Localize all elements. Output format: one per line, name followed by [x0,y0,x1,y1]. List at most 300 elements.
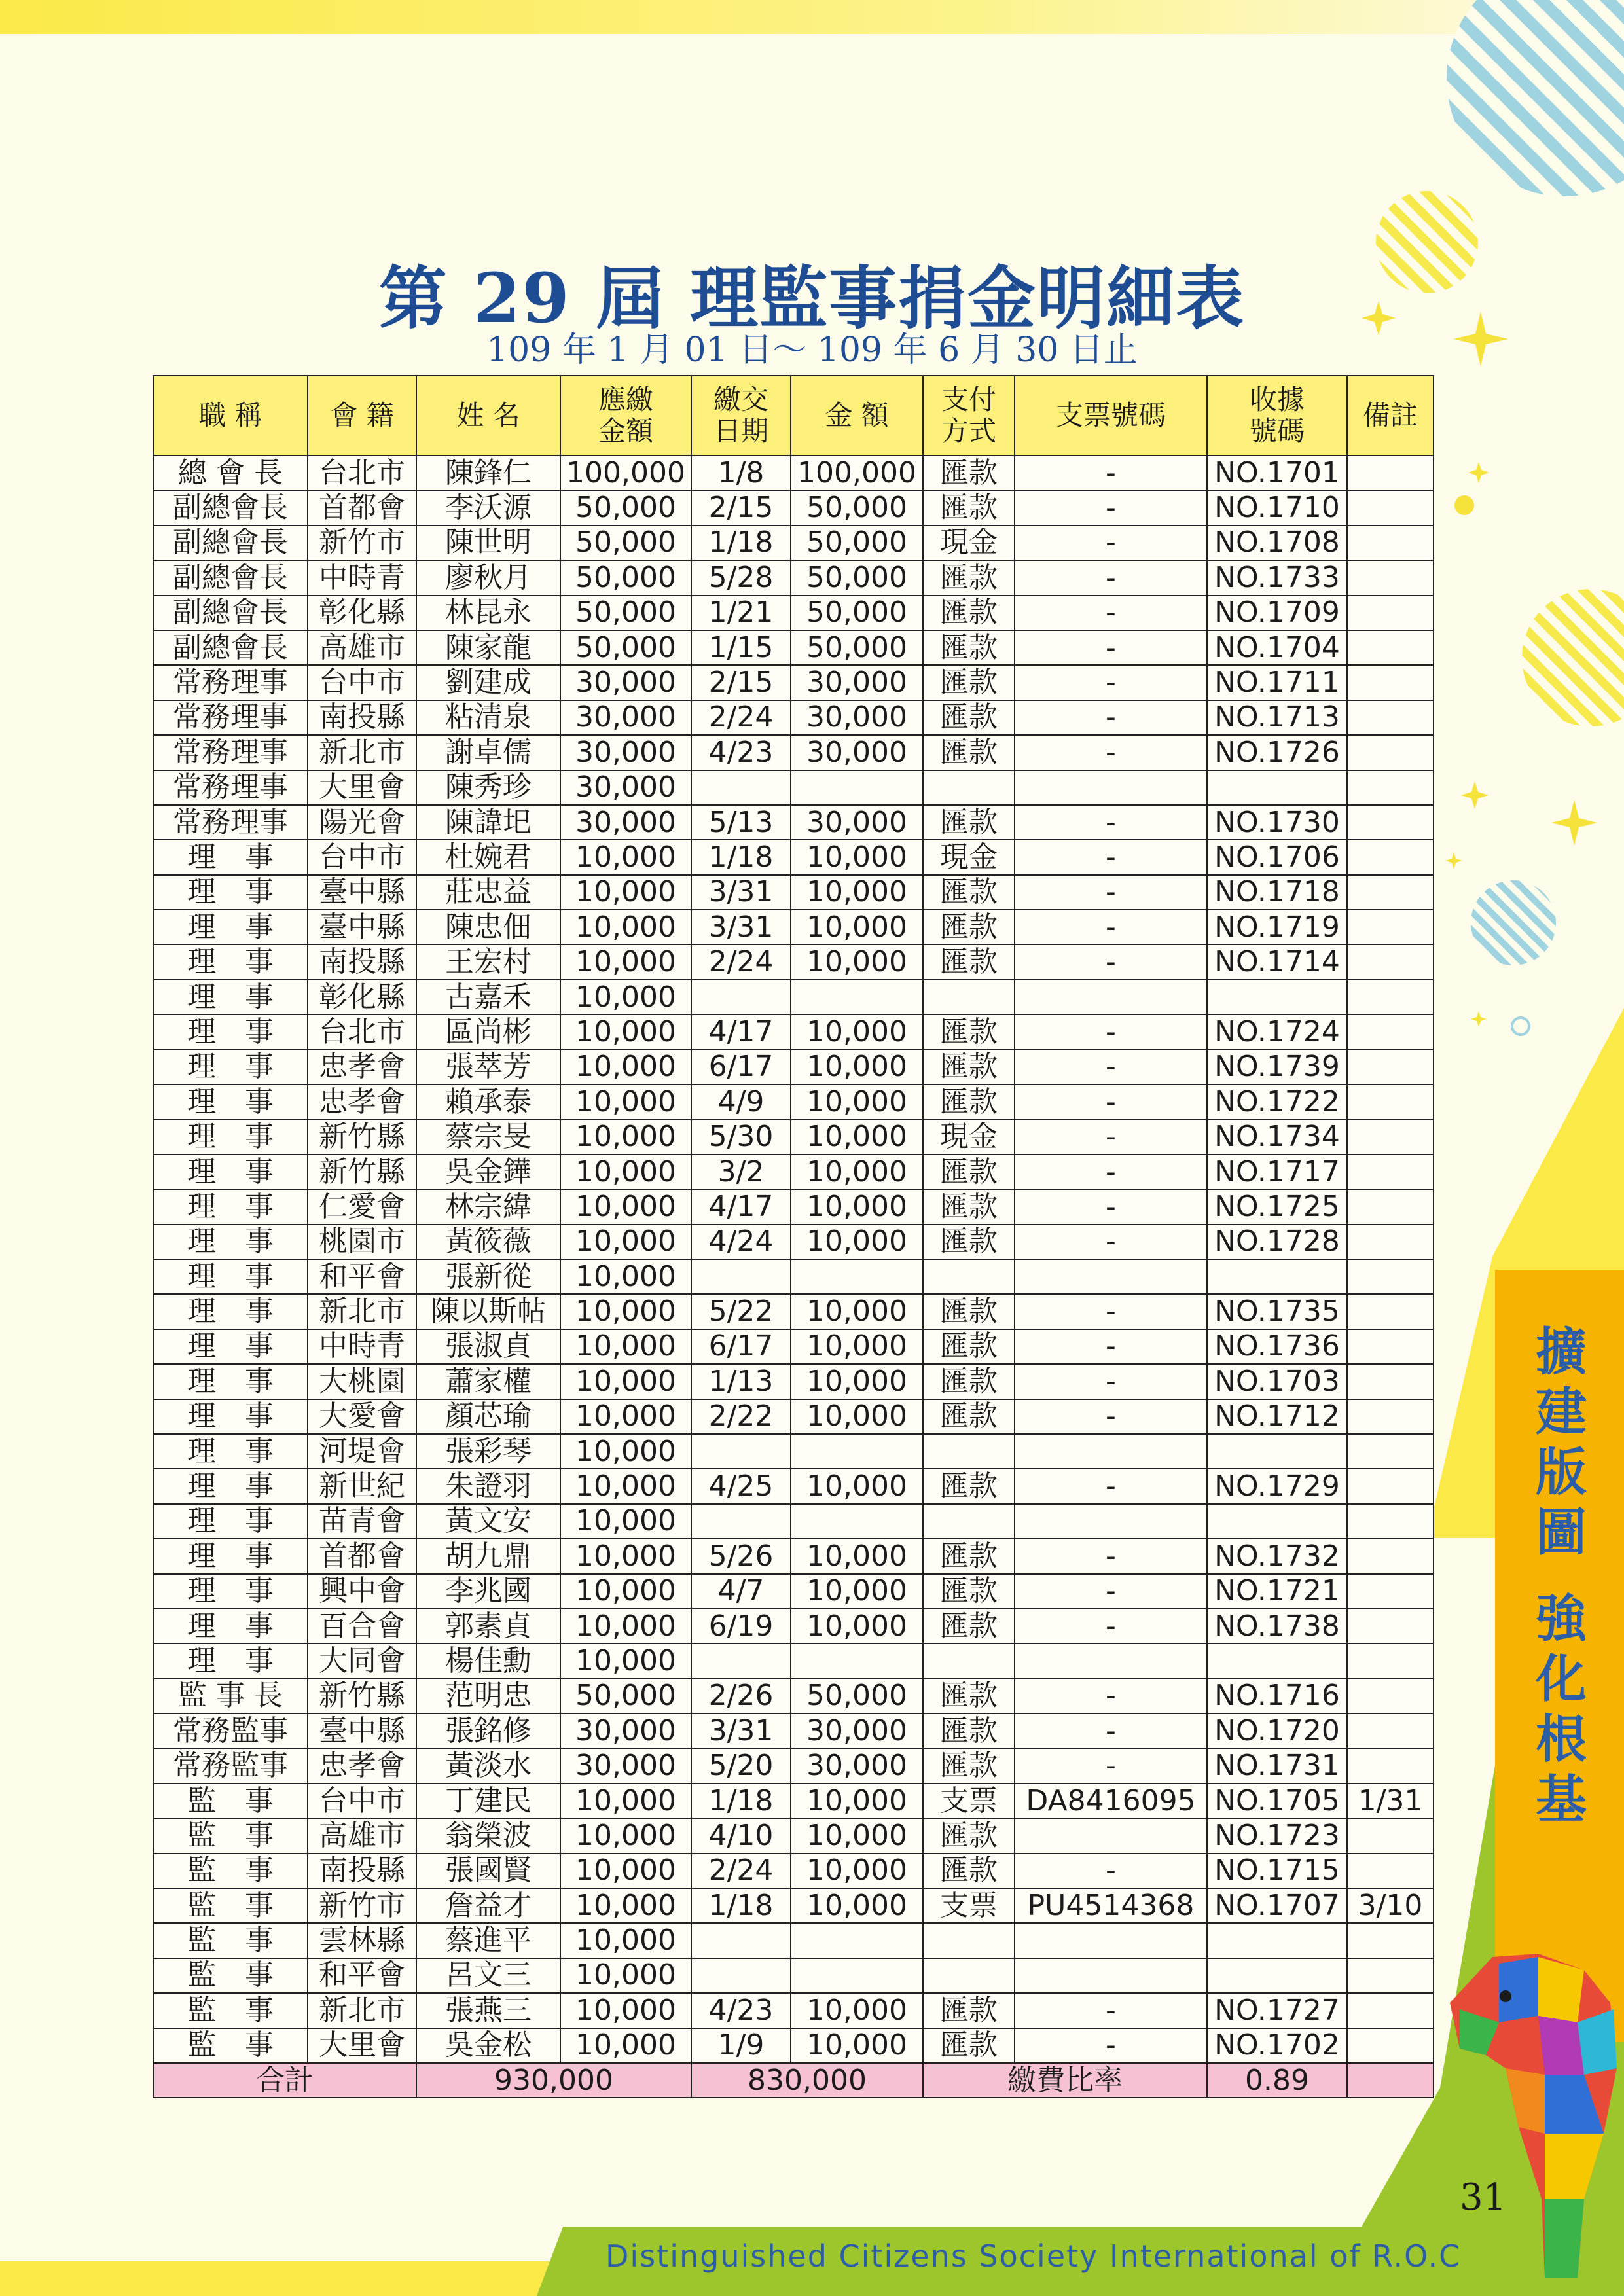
table-cell: 10,000 [560,1364,691,1399]
table-cell: 張國賢 [416,1854,560,1888]
table-cell: 3/10 [1347,1888,1434,1923]
table-cell: NO.1729 [1207,1469,1347,1503]
table-cell: 理 事 [153,1294,308,1329]
table-cell: 2/24 [691,944,791,979]
table-cell: 30,000 [791,805,923,840]
table-cell: 常務監事 [153,1748,308,1783]
table-cell: 10,000 [560,1609,691,1643]
table-cell: 南投縣 [308,944,416,979]
table-cell: 理 事 [153,1609,308,1643]
table-cell: 匯款 [923,1854,1015,1888]
table-cell: - [1015,735,1207,770]
table-cell: 匯款 [923,2028,1015,2063]
table-cell: 副總會長 [153,630,308,665]
table-row [153,980,1434,1014]
table-cell: 大愛會 [308,1399,416,1434]
table-row [153,805,1434,840]
table-cell [1207,1923,1347,1958]
table-cell [1015,1434,1207,1469]
table-cell: - [1015,1469,1207,1503]
table-cell: 理 事 [153,1189,308,1224]
table-cell: 現金 [923,840,1015,874]
table-cell [1347,735,1434,770]
side-slogan [1532,1322,1591,1830]
table-row [153,1958,1434,1993]
table-cell: 胡九鼎 [416,1539,560,1573]
table-cell: 理 事 [153,1050,308,1085]
table-cell: 1/21 [691,596,791,630]
table-cell [691,980,791,1014]
table-cell [1347,980,1434,1014]
table-cell [1347,1364,1434,1399]
table-cell: NO.1719 [1207,910,1347,944]
table-cell: 陳世明 [416,526,560,560]
table-cell: - [1015,1085,1207,1119]
table-cell: NO.1722 [1207,1085,1347,1119]
table-cell: 理 事 [153,944,308,979]
column-header: 支付 方式 [923,376,1015,456]
table-cell: 30,000 [560,770,691,805]
table-cell: 蔡宗旻 [416,1119,560,1154]
date-range-subtitle: 109 年 1 月 01 日～ 109 年 6 月 30 日止 [486,331,1138,370]
table-cell: 張萃芳 [416,1050,560,1085]
table-cell: 理 事 [153,1329,308,1364]
table-cell: NO.1708 [1207,526,1347,560]
table-row [153,1679,1434,1713]
bottom-yellow-strip [0,2261,589,2296]
table-cell: - [1015,630,1207,665]
table-cell: NO.1731 [1207,1748,1347,1783]
table-cell [691,1923,791,1958]
table-cell: 古嘉禾 [416,980,560,1014]
table-cell: 副總會長 [153,490,308,525]
table-cell: NO.1733 [1207,560,1347,595]
table-cell: 10,000 [791,2028,923,2063]
table-cell [1347,526,1434,560]
table-cell: 理 事 [153,1643,308,1678]
table-cell [923,1958,1015,1993]
table-cell [1015,1259,1207,1294]
table-row [153,1713,1434,1748]
table-cell: 10,000 [791,944,923,979]
table-cell: 吳金鏵 [416,1155,560,1189]
table-cell [1347,1399,1434,1434]
total-ratio-value: 0.89 [1207,2063,1347,2098]
table-cell: 台北市 [308,456,416,490]
table-cell [923,1923,1015,1958]
table-cell [1347,1050,1434,1085]
table-cell: 30,000 [560,1748,691,1783]
table-row [153,490,1434,525]
total-row [153,2063,1434,2098]
table-cell: 首都會 [308,490,416,525]
table-cell: 匯款 [923,560,1015,595]
table-cell: 陳以斯帖 [416,1294,560,1329]
table-row [153,526,1434,560]
table-cell: 1/9 [691,2028,791,2063]
table-cell: - [1015,1609,1207,1643]
table-cell: 理 事 [153,840,308,874]
table-cell [1015,1958,1207,1993]
table-cell: 匯款 [923,1609,1015,1643]
table-cell [1347,875,1434,910]
total-paid-total: 830,000 [691,2063,923,2098]
table-cell: 高雄市 [308,630,416,665]
table-cell: 4/17 [691,1014,791,1049]
table-cell: 1/8 [691,456,791,490]
table-cell: 賴承泰 [416,1085,560,1119]
table-cell: 張淑貞 [416,1329,560,1364]
table-cell: 匯款 [923,1399,1015,1434]
table-cell: 10,000 [791,1609,923,1643]
table-cell: 1/13 [691,1364,791,1399]
table-cell: 10,000 [560,1050,691,1085]
table-cell: 監 事 [153,1923,308,1958]
table-cell: 台中市 [308,1784,416,1818]
table-cell: 10,000 [791,1225,923,1259]
table-cell: 10,000 [560,1958,691,1993]
table-cell: 監 事 長 [153,1679,308,1713]
table-cell: 10,000 [560,1888,691,1923]
table-row [153,910,1434,944]
table-cell [791,1958,923,1993]
table-cell: NO.1721 [1207,1574,1347,1609]
table-cell: 10,000 [791,1119,923,1154]
table-cell: 郭素貞 [416,1609,560,1643]
table-cell: 忠孝會 [308,1748,416,1783]
table-row [153,1399,1434,1434]
table-cell: 彰化縣 [308,596,416,630]
table-cell: 蔡進平 [416,1923,560,1958]
table-cell [1347,1854,1434,1888]
table-cell: 大里會 [308,770,416,805]
table-cell: 南投縣 [308,1854,416,1888]
table-cell: 50,000 [560,490,691,525]
table-cell: 新竹縣 [308,1155,416,1189]
table-cell: NO.1713 [1207,700,1347,735]
dot-yellow [1454,495,1474,515]
table-cell: 10,000 [560,910,691,944]
table-cell: NO.1711 [1207,665,1347,700]
table-cell: 匯款 [923,1469,1015,1503]
table-cell: 吳金松 [416,2028,560,2063]
table-cell [1347,1818,1434,1853]
table-row [153,735,1434,770]
table-cell: 10,000 [560,1329,691,1364]
table-cell [1207,770,1347,805]
table-cell: 大桃園 [308,1364,416,1399]
table-cell: - [1015,1014,1207,1049]
table-cell: 理 事 [153,1574,308,1609]
table-cell: 10,000 [791,1539,923,1573]
table-cell: 丁建民 [416,1784,560,1818]
table-cell: - [1015,1225,1207,1259]
table-cell: 10,000 [791,1014,923,1049]
table-cell: NO.1739 [1207,1050,1347,1085]
table-cell: NO.1723 [1207,1818,1347,1853]
table-cell: 大里會 [308,2028,416,2063]
page-title: 第 29 屆 理監事捐金明細表 [378,258,1246,338]
table-cell: 4/23 [691,1993,791,2028]
slogan-char: 建 [1535,1382,1587,1442]
slogan-char: 基 [1535,1770,1587,1829]
table-cell: NO.1734 [1207,1119,1347,1154]
table-cell: 6/17 [691,1050,791,1085]
table-cell: NO.1724 [1207,1014,1347,1049]
table-cell: 10,000 [560,1469,691,1503]
table-cell: 和平會 [308,1958,416,1993]
slogan-char: 版 [1535,1443,1587,1502]
table-cell: NO.1702 [1207,2028,1347,2063]
column-header: 姓 名 [416,376,560,456]
table-cell: NO.1735 [1207,1294,1347,1329]
table-cell: - [1015,526,1207,560]
table-cell: 10,000 [560,875,691,910]
table-cell: 4/9 [691,1085,791,1119]
table-cell [923,770,1015,805]
table-cell: 現金 [923,1119,1015,1154]
table-cell: 陳忠佃 [416,910,560,944]
table-cell: 苗青會 [308,1504,416,1539]
table-cell: NO.1707 [1207,1888,1347,1923]
table-row [153,456,1434,490]
table-cell [1347,1329,1434,1364]
table-cell: 1/18 [691,1888,791,1923]
table-cell: 台中市 [308,840,416,874]
table-cell: 匯款 [923,700,1015,735]
table-cell: NO.1710 [1207,490,1347,525]
table-cell: NO.1706 [1207,840,1347,874]
table-cell: NO.1730 [1207,805,1347,840]
table-cell: 李沃源 [416,490,560,525]
table-cell [1347,1713,1434,1748]
table-cell [791,1643,923,1678]
table-cell [1347,1434,1434,1469]
table-cell: 10,000 [560,1574,691,1609]
table-cell [923,1643,1015,1678]
table-cell: 常務理事 [153,700,308,735]
table-cell: 10,000 [560,1085,691,1119]
table-row [153,1189,1434,1224]
table-cell: 10,000 [791,1189,923,1224]
table-row [153,1225,1434,1259]
table-cell: - [1015,1748,1207,1783]
table-cell: 10,000 [560,1539,691,1573]
table-cell [1347,1539,1434,1573]
table-row [153,1993,1434,2028]
table-cell: - [1015,1854,1207,1888]
table-cell: 新竹市 [308,1888,416,1923]
table-cell [923,980,1015,1014]
table-cell: NO.1709 [1207,596,1347,630]
table-cell: 廖秋月 [416,560,560,595]
table-cell: 匯款 [923,1679,1015,1713]
table-cell: 台北市 [308,1014,416,1049]
table-cell [1347,1119,1434,1154]
table-cell: 常務理事 [153,735,308,770]
table-cell: 河堤會 [308,1434,416,1469]
table-cell: 30,000 [560,665,691,700]
table-cell [1347,630,1434,665]
table-cell: PU4514368 [1015,1888,1207,1923]
table-cell: 10,000 [560,1504,691,1539]
table-cell [1207,1958,1347,1993]
table-cell: 5/30 [691,1119,791,1154]
table-cell [1347,944,1434,979]
table-cell: 30,000 [791,1748,923,1783]
table-cell: 10,000 [791,1818,923,1853]
table-cell: 50,000 [791,560,923,595]
table-cell: 5/13 [691,805,791,840]
table-cell [1347,1085,1434,1119]
table-cell: 6/19 [691,1609,791,1643]
table-cell: 50,000 [791,1679,923,1713]
table-row [153,1259,1434,1294]
table-cell: 5/22 [691,1294,791,1329]
table-cell: NO.1712 [1207,1399,1347,1434]
table-cell: 50,000 [560,1679,691,1713]
table-cell [691,1259,791,1294]
table-cell: 支票 [923,1784,1015,1818]
table-cell: 匯款 [923,1993,1015,2028]
table-cell: 桃園市 [308,1225,416,1259]
table-cell: 匯款 [923,1294,1015,1329]
table-cell [1207,1259,1347,1294]
table-cell: 中時青 [308,1329,416,1364]
table-cell [1347,1993,1434,2028]
column-header: 支票號碼 [1015,376,1207,456]
table-cell: 10,000 [560,1155,691,1189]
table-cell: 范明忠 [416,1679,560,1713]
table-cell [1207,1434,1347,1469]
table-cell: 50,000 [791,490,923,525]
total-empty [1347,2063,1434,2098]
table-cell: NO.1715 [1207,1854,1347,1888]
table-cell: - [1015,840,1207,874]
table-cell: NO.1703 [1207,1364,1347,1399]
table-cell [1347,490,1434,525]
table-cell: - [1015,1679,1207,1713]
table-cell: 忠孝會 [308,1050,416,1085]
total-due-total: 930,000 [416,2063,691,2098]
table-cell: 監 事 [153,1854,308,1888]
page-number: 31 [1460,2176,1507,2219]
table-cell: 陳鋒仁 [416,456,560,490]
table-cell: NO.1717 [1207,1155,1347,1189]
table-cell: 10,000 [560,1643,691,1678]
table-cell: 陳諱圯 [416,805,560,840]
table-cell: 監 事 [153,1993,308,2028]
table-row [153,630,1434,665]
table-cell: 10,000 [560,1119,691,1154]
table-cell [791,1504,923,1539]
table-cell: 2/22 [691,1399,791,1434]
table-cell: 匯款 [923,456,1015,490]
table-cell: 黃淡水 [416,1748,560,1783]
table-cell [1347,1609,1434,1643]
table-cell: 匯款 [923,630,1015,665]
table-cell: 5/26 [691,1539,791,1573]
table-cell: 理 事 [153,1539,308,1573]
table-row [153,560,1434,595]
table-cell: 匯款 [923,735,1015,770]
table-cell: 仁愛會 [308,1189,416,1224]
table-cell [1347,770,1434,805]
table-cell: 10,000 [560,1189,691,1224]
table-cell: 2/24 [691,700,791,735]
table-cell [1347,1259,1434,1294]
table-cell: - [1015,1539,1207,1573]
table-cell: - [1015,700,1207,735]
table-cell: NO.1716 [1207,1679,1347,1713]
table-cell [1347,1189,1434,1224]
table-cell: 理 事 [153,1434,308,1469]
table-row [153,1818,1434,1853]
table-row [153,1888,1434,1923]
table-cell: 4/23 [691,735,791,770]
table-cell [1207,1643,1347,1678]
table-cell: 10,000 [791,1574,923,1609]
table-cell: 謝卓儒 [416,735,560,770]
table-cell: 10,000 [560,944,691,979]
table-cell [691,1643,791,1678]
table-cell: 30,000 [791,700,923,735]
table-cell: - [1015,1364,1207,1399]
table-cell: 10,000 [791,1784,923,1818]
table-cell: 50,000 [791,630,923,665]
table-cell: 匯款 [923,1014,1015,1049]
table-cell [1347,840,1434,874]
table-cell: 10,000 [560,1923,691,1958]
table-cell: 10,000 [791,875,923,910]
striped-circle-blue-small [1471,880,1556,965]
table-cell: 監 事 [153,1888,308,1923]
column-header: 職 稱 [153,376,308,456]
table-cell: 顏芯瑜 [416,1399,560,1434]
table-row [153,1155,1434,1189]
table-cell: 理 事 [153,1259,308,1294]
table-row [153,1784,1434,1818]
table-cell: 1/18 [691,840,791,874]
table-cell [1347,805,1434,840]
slogan-char: 化 [1535,1649,1587,1709]
table-cell: 蕭家權 [416,1364,560,1399]
ring-blue [1512,1018,1529,1035]
table-cell: 30,000 [560,1713,691,1748]
table-cell: - [1015,1294,1207,1329]
table-cell: 10,000 [560,1399,691,1434]
total-ratio-label: 繳費比率 [923,2063,1207,2098]
table-cell [1347,456,1434,490]
table-cell: 區尚彬 [416,1014,560,1049]
table-cell [1347,910,1434,944]
table-cell: NO.1727 [1207,1993,1347,2028]
table-cell: 10,000 [560,1854,691,1888]
table-cell: 常務理事 [153,770,308,805]
table-cell: - [1015,490,1207,525]
table-cell: 匯款 [923,1574,1015,1609]
table-cell [1347,1679,1434,1713]
table-cell: 詹益才 [416,1888,560,1923]
table-cell: 匯款 [923,1225,1015,1259]
table-cell: 支票 [923,1888,1015,1923]
table-cell: 理 事 [153,1504,308,1539]
table-cell: NO.1704 [1207,630,1347,665]
table-cell: 匯款 [923,1050,1015,1085]
table-cell [1347,1958,1434,1993]
table-cell: 理 事 [153,1155,308,1189]
table-cell: 30,000 [791,735,923,770]
